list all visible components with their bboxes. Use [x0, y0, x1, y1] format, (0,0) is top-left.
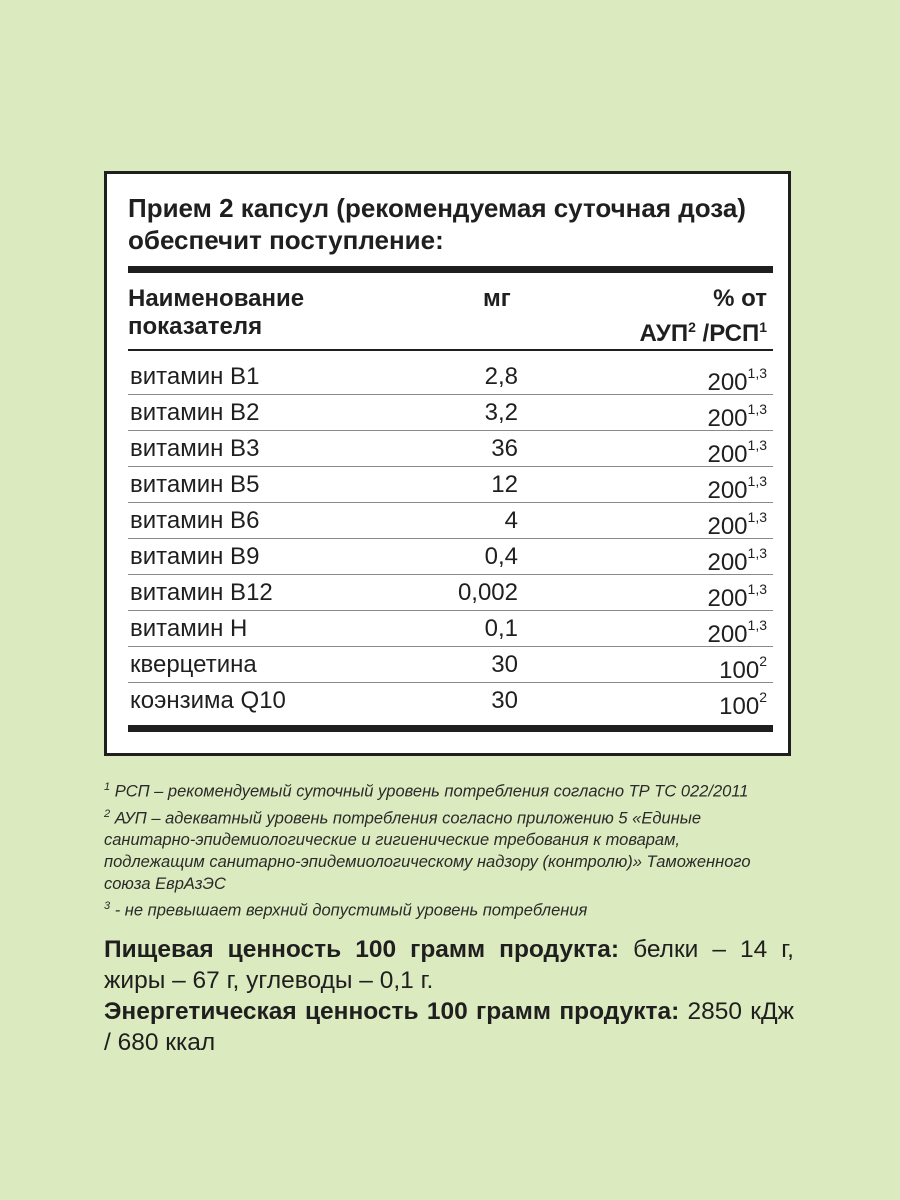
- header-name: [128, 285, 304, 341]
- footnote-text: АУП – адекватный уровень потребления согласно приложению 5 «Единые санитарно-эпидемиологические и гигиенические требования к товарам, подлежащим санитарно-эпидемиологическому надзору (контролю)» Таможенного союза ЕврАзЭС: [104, 809, 751, 893]
- row-pct-sup: 1,3: [747, 437, 767, 453]
- row-pct-sup: 1,3: [747, 365, 767, 381]
- header-pct-rsp: /РСП: [695, 320, 760, 347]
- row-pct-sup: 1,3: [747, 473, 767, 489]
- row-name: витамин B12: [130, 579, 273, 606]
- row-mg: 3,2: [484, 399, 518, 426]
- row-pct-sup: 2: [759, 689, 767, 705]
- header-pct: [639, 285, 767, 348]
- row-pct: [707, 431, 767, 472]
- table-row: [128, 611, 773, 647]
- header-name-line2: показателя: [128, 313, 263, 340]
- energy-value-paragraph: [104, 996, 794, 1058]
- row-mg: 30: [491, 651, 518, 678]
- row-pct: [719, 683, 767, 724]
- row-pct-sup: 1,3: [747, 581, 767, 597]
- row-pct-value: 200: [707, 441, 748, 468]
- row-mg: 0,1: [484, 615, 518, 642]
- row-name: витамин B3: [130, 435, 260, 462]
- row-pct-sup: 1,3: [747, 509, 767, 525]
- row-mg: 36: [491, 435, 518, 462]
- food-value-text: белки – 14 г, жиры – 67 г, углеводы – 0,1 г.: [104, 936, 794, 994]
- row-pct-value: 100: [719, 657, 760, 684]
- row-pct: [707, 359, 767, 400]
- header-pct-line1: % от: [713, 285, 767, 312]
- energy-value-label: Энергетическая ценность 100 грамм продукта:: [104, 998, 680, 1025]
- row-pct-value: 200: [707, 585, 748, 612]
- header-pct-aup-sup: 2: [688, 319, 696, 335]
- row-pct-value: 200: [707, 621, 748, 648]
- row-pct: [707, 611, 767, 652]
- row-pct-sup: 1,3: [747, 617, 767, 633]
- row-pct-value: 200: [707, 369, 748, 396]
- row-mg: 0,002: [457, 579, 518, 606]
- table-top-rule: [128, 266, 773, 273]
- table-row: [128, 359, 773, 395]
- row-pct: [707, 575, 767, 616]
- row-pct-sup: 1,3: [747, 545, 767, 561]
- row-pct: [707, 395, 767, 436]
- row-pct-value: 200: [707, 405, 748, 432]
- row-mg: 30: [491, 687, 518, 714]
- header-mg: мг: [483, 285, 511, 312]
- header-pct-aup: АУП: [639, 320, 689, 347]
- footnote-text: - не превышает верхний допустимый уровень потребления: [110, 901, 588, 920]
- row-name: витамин B2: [130, 399, 260, 426]
- row-pct-value: 100: [719, 693, 760, 720]
- intro-text: Прием 2 капсул (рекомендуемая суточная доза) обеспечит поступление:: [128, 193, 746, 255]
- row-name: кверцетина: [130, 651, 257, 678]
- row-pct: [707, 467, 767, 508]
- row-pct: [707, 503, 767, 544]
- food-value-label: Пищевая ценность 100 грамм продукта:: [104, 936, 620, 963]
- table-row: [128, 539, 773, 575]
- row-name: витамин B1: [130, 363, 260, 390]
- row-pct: [719, 647, 767, 688]
- table-row: [128, 683, 773, 718]
- table-row: [128, 431, 773, 467]
- table-header: [128, 285, 773, 351]
- footnote-text: РСП – рекомендуемый суточный уровень потребления согласно ТР ТС 022/2011: [110, 782, 749, 801]
- row-pct-value: 200: [707, 477, 748, 504]
- footnote: [104, 776, 784, 803]
- header-pct-rsp-sup: 1: [759, 319, 767, 335]
- footnotes: [104, 776, 784, 922]
- food-value-paragraph: [104, 934, 794, 996]
- table-row: [128, 575, 773, 611]
- row-mg: 4: [504, 507, 518, 534]
- footnote: [104, 895, 784, 922]
- row-mg: 0,4: [484, 543, 518, 570]
- nutrition-facts: [104, 934, 794, 1058]
- footnote-mark: 2: [104, 807, 111, 820]
- table-row: [128, 647, 773, 683]
- table-bottom-rule: [128, 725, 773, 732]
- row-pct: [707, 539, 767, 580]
- table-row: [128, 467, 773, 503]
- nutrition-table-panel: [104, 171, 791, 756]
- row-pct-sup: 2: [759, 653, 767, 669]
- row-name: витамин B9: [130, 543, 260, 570]
- footnote: [104, 803, 784, 896]
- row-pct-sup: 1,3: [747, 401, 767, 417]
- header-name-line1: Наименование: [128, 285, 305, 312]
- row-mg: 12: [491, 471, 518, 498]
- row-name: витамин B6: [130, 507, 260, 534]
- row-mg: 2,8: [484, 363, 518, 390]
- row-name: витамин H: [130, 615, 248, 642]
- table-row: [128, 503, 773, 539]
- row-pct-value: 200: [707, 549, 748, 576]
- footnote-mark: 3: [104, 900, 111, 912]
- energy-value-text: 2850 кДж / 680 ккал: [104, 998, 794, 1056]
- table-row: [128, 395, 773, 431]
- row-name: витамин B5: [130, 471, 260, 498]
- row-name: коэнзима Q10: [130, 687, 286, 714]
- footnote-mark: 1: [104, 781, 111, 793]
- row-pct-value: 200: [707, 513, 748, 540]
- table-body: [128, 359, 773, 718]
